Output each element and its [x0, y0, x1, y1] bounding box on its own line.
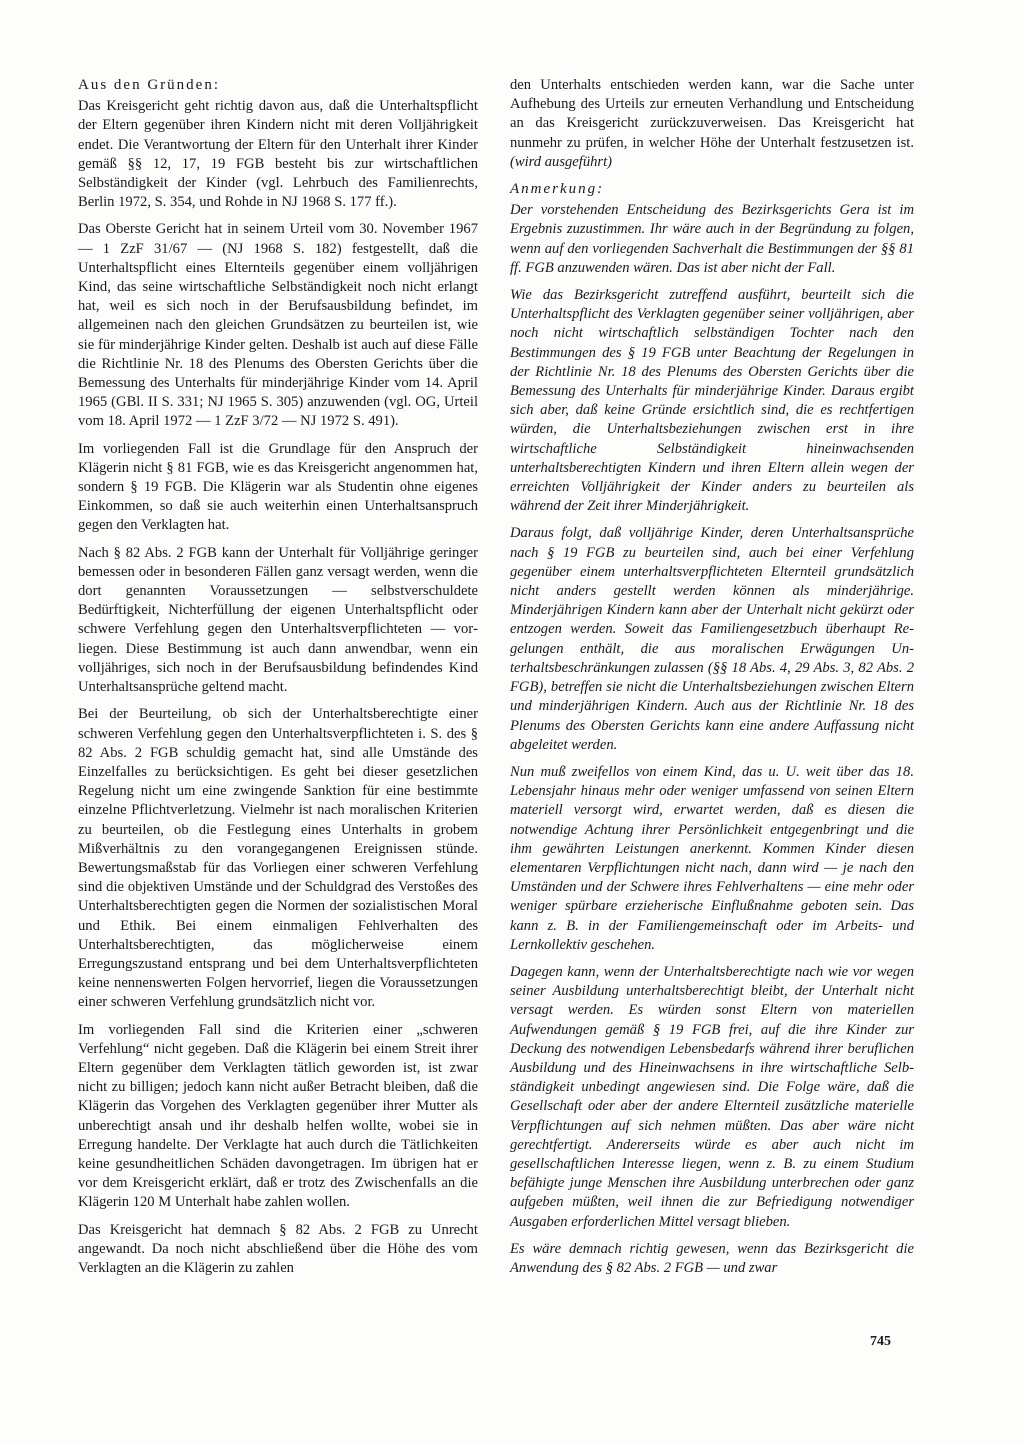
- paragraph: Im vorliegenden Fall sind die Kriterien einer „schweren Verfehlung“ nicht gegeben. Daß die Klägerin bei einem Streit ihrer Eltern gegenüber dem Verklagten tätlich geworden ist, ist zwar nicht zu billigen; jedoch kann nicht außer Betracht bleiben, daß die Klägerin das Vorgehen des Verklagten gegenüber ihrer Mutter als unberechtigt ansah und ihr deshalb helfen wollte, wobei sie in Erregung handelte. Der Verklagte hat auch durch die Tätlichkeiten keine gesundheitlichen Schäden davongetragen. Im übrigen hat er vor dem Kreisgericht erklärt, daß er trotz des Zwischenfalls an die Klägerin 120 M Unterhalt habe zahlen wollen.: [78, 1021, 478, 1211]
- annotation-paragraph: Nun muß zweifellos von einem Kind, das u. U. weit über das 18. Lebensjahr hinaus mehr oder weniger umfassend von seinen Eltern materiell versorgt wird, erwartet werden, daß es diesen die notwendige Achtung ihrer Persönlichkeit entgegenbringt und die ihm gewährten Leistungen anerkennt. Kommen Kinder diesen elementaren Verpflichtungen nicht nach, dann wird — je nach den Umständen und der Schwere ihres Fehlverhaltens — eine mehr oder weniger spürbare erzieherische Einflußnahme geboten sein. Das kann z. B. in der Familiengemeinschaft oder im Arbeits- und Lernkollektiv geschehen.: [510, 763, 914, 953]
- editorial-note: (wird ausgeführt): [510, 153, 613, 170]
- annotation-paragraph: Es wäre demnach richtig gewesen, wenn das Bezirksgericht die Anwendung des § 82 Abs. 2 FGB — und zwar: [510, 1240, 914, 1276]
- paragraph: Bei der Beurteilung, ob sich der Unterhaltsberechtigte einer schweren Verfehlung gegen den Unterhaltsverpflichteten i. S. des § 82 Abs. 2 FGB schuldig gemacht hat, sind alle Umstände des Einzelfalles zu berücksichtigen. Es geht bei dieser gesetzlichen Regelung nicht um eine zwingende Sanktion für eine bestimmte einzelne Pflichtverletzung. Vielmehr ist nach moralischen Kriterien zu beurteilen, ob die Festlegung eines Unterhalts in grobem Mißverhältnis zu den vorangegangenen Ereignissen stünde. Bewertungsmaßstab für das Vorliegen einer schweren Verfehlung sind die objektiven Umstände und der Schuldgrad des Verstoßes des Unterhaltsberechtigten gegen die Normen der sozialistischen Moral und Ethik. Bei einem einmaligen Fehlverhalten des Unterhaltsberechtigten, das möglicherweise einem Erregungszustand entsprang und bei dem Unterhaltsverpflichteten keine nennenswerten Folgen hervorrief, liegen die Voraussetzungen einer schweren Verfehlung grundsätzlich nicht vor.: [78, 706, 478, 1011]
- paragraph: Nach § 82 Abs. 2 FGB kann der Unterhalt für Volljährige geringer bemessen oder in besonderen Fällen ganz versagt werden, wenn die dort genannten Voraussetzungen — selbstverschuldete Bedürftigkeit, Nichterfüllung der eigenen Unterhaltspflicht oder schwere Verfehlung gegen den Unterhaltsverpflichteten — vorliegen. Diese Bestimmung ist auch dann anwendbar, wenn ein volljähriges, sich noch in der Berufsausbildung befindendes Kind Unterhaltsansprüche geltend macht.: [78, 544, 478, 696]
- section-heading-annotation: Anmerkung:: [510, 181, 605, 198]
- paragraph: Das Oberste Gericht hat in seinem Urteil vom 30. November 1967 — 1 ZzF 31/67 — (NJ 1968 S. 182) festgestellt, daß die Unterhaltspflicht eines Elternteils gegenüber einem volljährigen Kind, das seine wirtschaftliche Selbständigkeit noch nicht erlangt hat, weil es sich noch in der Berufsausbildung befindet, im allgemeinen nach den gleichen Grundsätzen zu beurteilen ist, wie sie für minderjährige Kinder gelten. Deshalb ist auch auf diese Fälle die Richtlinie Nr. 18 des Plenums des Obersten Gerichts über die Bemessung des Unterhalts für minderjährige Kinder vom 14. April 1965 (GBl. II S. 331; NJ 1965 S. 305) anzuwenden (vgl. OG, Urteil vom 18. April 1972 — 1 ZzF 3/72 — NJ 1972 S. 491).: [78, 221, 478, 430]
- paragraph: Im vorliegenden Fall ist die Grundlage für den Anspruch der Klägerin nicht § 81 FGB, wie es das Kreisgericht angenommen hat, sondern § 19 FGB. Die Klägerin war als Studentin ohne eigenes Einkommen, so daß sie auch weiterhin einen Unterhaltsanspruch gegen den Verklagten hat.: [78, 440, 478, 534]
- paragraph-continuation: [510, 76, 914, 172]
- continuation-text: den Unterhalts entschieden werden kann, war die Sache unter Aufhebung des Urteils zur erneuten Verhandlung und Entscheidung an das Kreisgericht zurückzuverweisen. Das Kreisgericht hat nunmehr zu prüfen, in welcher Höhe der Unterhalt festzusetzen ist.: [510, 77, 914, 151]
- paragraph: Das Kreisgericht hat demnach § 82 Abs. 2 FGB zu Unrecht angewandt. Da noch nicht abschließend über die Höhe des vom Verklagten an die Klägerin zu zahlen: [78, 1221, 478, 1276]
- annotation-paragraph: Der vorstehenden Entscheidung des Bezirksgerichts Gera ist im Ergebnis zuzustimmen. Ihr wäre auch in der Begründung zu folgen, wenn auf den vorliegenden Sachverhalt die Bestimmungen der §§ 81 ff. FGB anzuwenden wären. Das ist aber nicht der Fall.: [510, 202, 914, 276]
- paragraph: Das Kreisgericht geht richtig davon aus, daß die Unterhaltspflicht der Eltern gegenüber ihren Kindern nicht mit deren Volljährigkeit endet. Die Verantwortung der Eltern für den Unterhalt ihrer Kinder gemäß §§ 12, 17, 19 FGB besteht bis zur wirtschaftlichen Selbständigkeit der Kinder (vgl. Lehrbuch des Familienrechts, Berlin 1972, S. 354, und Rohde in NJ 1968 S. 177 ff.).: [78, 98, 478, 211]
- page-number: 745: [870, 1334, 891, 1349]
- annotation-paragraph: Dagegen kann, wenn der Unterhaltsberechtigte nach wie vor wegen seiner Ausbildung unterhaltsberechtigt bleibt, der Unterhalt nicht versagt werden. Es würden sonst Eltern von materiellen Aufwendungen gemäß § 19 FGB frei, auf die ihre Kinder zur Deckung des notwendigen Lebensbedarfs während ihrer beruflichen Ausbildung und des Hineinwachsens in ihre wirtschaftliche Selbständigkeit unbedingt angewiesen sind. Die Folge wäre, daß die Gesellschaft oder aber der andere Elternteil zusätzliche materielle Verpflichtungen auf sich nehmen müßten. Das aber wäre nicht gerechtfertigt. Andererseits würde es aber auch nicht im gesellschaftlichen Interesse liegen, wenn z. B. zu einem Studium befähigte junge Menschen ihre Ausbildung unterbrechen oder ganz aufgeben müßten, weil ihnen die zur Befriedigung notwendiger Ausgaben erforderlichen Mittel versagt blieben.: [510, 963, 914, 1230]
- annotation-paragraph: Daraus folgt, daß volljährige Kinder, deren Unterhaltsansprüche nach § 19 FGB zu beurteilen sind, auch bei einer Verfehlung gegenüber einem unterhaltsverpflichteten Elternteil grundsätzlich nicht anders gestellt werden können als minderjährige. Minderjährigen Kindern kann aber der Unterhalt nicht gekürzt oder entzogen werden. Soweit das Familiengesetzbuch überhaupt Regelungen enthält, die aus moralischen Erwägungen Unterhaltsbeschränkungen zulassen (§§ 18 Abs. 4, 29 Abs. 3, 82 Abs. 2 FGB), betreffen sie nicht die Unterhaltsbeziehungen zwischen Eltern und minderjährigen Kindern. Auch aus der Richtlinie Nr. 18 des Plenums des Obersten Gerichts kann eine andere Auffassung nicht abgeleitet werden.: [510, 525, 914, 753]
- section-heading-reasons: Aus den Gründen:: [78, 77, 220, 93]
- right-column: [510, 76, 914, 1286]
- left-column: [78, 76, 478, 1286]
- annotation-paragraph: Wie das Bezirksgericht zutreffend ausführt, beurteilt sich die Unterhaltspflicht des Verklagten gegenüber seiner volljährigen, aber noch nicht wirtschaftlich selbständigen Tochter nach den Bestimmungen des § 19 FGB unter Beachtung der Regelungen in der Richtlinie Nr. 18 des Plenums des Obersten Gerichts über die Bemessung des Unterhalts für minderjährige Kinder. Daraus ergibt sich aber, daß keine Gründe ersichtlich sind, die es rechtfertigen würden, die Unterhaltsbeziehungen zwischen erst in ihre wirtschaftliche Selbständigkeit hineinwachsenden unterhaltsberechtigten Kindern und ihren Eltern allein wegen der erreichten Volljährigkeit der Kinder anders zu beurteilen als während der Zeit ihrer Minderjährigkeit.: [510, 287, 914, 515]
